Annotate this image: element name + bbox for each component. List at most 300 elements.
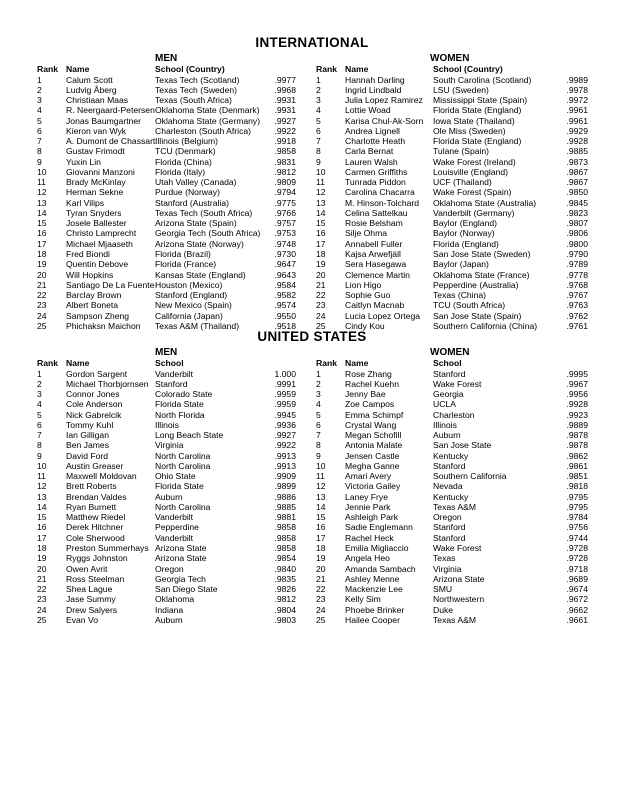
cell-school: Nevada — [433, 481, 463, 492]
cell-name: Silje Ohma — [345, 228, 388, 239]
cell-rank: 24 — [316, 310, 326, 321]
cell-percent: .9927 — [274, 430, 296, 441]
table-row — [0, 300, 624, 310]
cell-school: New Mexico (Spain) — [155, 300, 232, 311]
cell-rank: 19 — [37, 553, 47, 564]
cell-percent: .9995 — [566, 368, 588, 379]
united-states-women-label: WOMEN — [430, 347, 470, 358]
cell-rank: 13 — [37, 491, 47, 502]
table-row — [0, 311, 624, 321]
cell-rank: 3 — [37, 95, 42, 106]
cell-rank: 21 — [37, 573, 47, 584]
cell-percent: .9800 — [566, 238, 588, 249]
cell-school: Texas (South Africa) — [155, 95, 232, 106]
cell-rank: 24 — [37, 310, 47, 321]
cell-rank: 12 — [316, 481, 326, 492]
cell-school: Pepperdine (Australia) — [433, 279, 519, 290]
cell-school: Florida (France) — [155, 259, 217, 270]
cell-school: Texas A&M — [433, 614, 476, 625]
cell-rank: 13 — [316, 197, 326, 208]
cell-percent: .9768 — [566, 279, 588, 290]
cell-rank: 23 — [37, 300, 47, 311]
cell-name: Emilia Migliaccio — [345, 543, 409, 554]
cell-school: Texas A&M (Thailand) — [155, 320, 240, 331]
cell-percent: .9823 — [566, 207, 588, 218]
cell-school: TCU (South Africa) — [433, 300, 506, 311]
column-header-school: School (Country) — [433, 64, 503, 74]
cell-rank: 17 — [316, 238, 326, 249]
cell-rank: 10 — [37, 166, 47, 177]
cell-school: UCF (Thailand) — [433, 177, 492, 188]
cell-percent: .9831 — [274, 156, 296, 167]
cell-name: Ryggs Johnston — [66, 553, 128, 564]
international-men-label: MEN — [155, 53, 178, 64]
cell-school: Vanderbilt (Germany) — [433, 207, 515, 218]
column-header-name: Name — [66, 64, 90, 74]
cell-school: Wake Forest (Spain) — [433, 187, 512, 198]
cell-name: Megan Schofill — [345, 430, 402, 441]
cell-percent: .9728 — [566, 543, 588, 554]
cell-rank: 5 — [37, 115, 42, 126]
table-row — [0, 105, 624, 115]
cell-rank: 22 — [37, 290, 47, 301]
cell-rank: 11 — [37, 471, 46, 482]
cell-school: Georgia Tech — [155, 573, 206, 584]
cell-rank: 8 — [316, 146, 321, 157]
cell-rank: 2 — [316, 84, 321, 95]
cell-percent: .9806 — [566, 228, 588, 239]
table-row — [0, 615, 624, 625]
cell-rank: 17 — [37, 532, 47, 543]
cell-percent: .9809 — [274, 177, 296, 188]
cell-name: Sadie Englemann — [345, 522, 413, 533]
cell-school: Arizona State (Spain) — [155, 218, 237, 229]
cell-percent: .9927 — [274, 115, 296, 126]
cell-school: Stanford — [433, 460, 466, 471]
cell-name: Celina Sattelkau — [345, 207, 408, 218]
cell-school: Louisville (England) — [433, 166, 508, 177]
cell-rank: 20 — [316, 563, 326, 574]
column-header-name: Name — [345, 358, 369, 368]
cell-rank: 15 — [316, 218, 326, 229]
cell-rank: 9 — [37, 450, 42, 461]
cell-rank: 21 — [37, 279, 47, 290]
cell-rank: 24 — [316, 604, 326, 615]
cell-rank: 15 — [37, 218, 47, 229]
cell-school: Arizona State — [155, 543, 207, 554]
cell-rank: 16 — [316, 522, 326, 533]
cell-percent: .9582 — [274, 290, 296, 301]
table-row — [0, 187, 624, 197]
cell-school: Auburn — [155, 614, 183, 625]
cell-percent: .9873 — [566, 156, 588, 167]
cell-percent: .9945 — [274, 409, 296, 420]
cell-name: Rosie Belsham — [345, 218, 403, 229]
cell-rank: 3 — [37, 389, 42, 400]
cell-rank: 4 — [316, 399, 321, 410]
cell-school: Florida (England) — [433, 238, 499, 249]
table-row — [0, 522, 624, 532]
cell-school: Florida (Brazil) — [155, 249, 211, 260]
cell-percent: .9878 — [566, 440, 588, 451]
cell-school: Ohio State — [155, 471, 196, 482]
cell-name: Kelly Sim — [345, 594, 381, 605]
cell-school: Stanford — [433, 368, 466, 379]
cell-name: Tunrada Piddon — [345, 177, 406, 188]
cell-name: Amari Avery — [345, 471, 392, 482]
united-states-title: UNITED STATES — [257, 329, 367, 344]
cell-name: Andrea Lignell — [345, 125, 400, 136]
cell-rank: 12 — [316, 187, 326, 198]
cell-school: North Carolina — [155, 460, 211, 471]
table-row — [0, 399, 624, 409]
cell-name: Carmen Griffiths — [345, 166, 408, 177]
cell-school: Duke — [433, 604, 454, 615]
cell-school: Stanford — [155, 378, 188, 389]
cell-rank: 24 — [37, 604, 47, 615]
cell-name: Tommy Kuhl — [66, 419, 114, 430]
cell-name: Zoe Campos — [345, 399, 395, 410]
cell-rank: 22 — [316, 584, 326, 595]
cell-percent: .9778 — [566, 269, 588, 280]
cell-name: Ross Steelman — [66, 573, 125, 584]
cell-percent: .9744 — [566, 532, 588, 543]
cell-percent: .9913 — [274, 460, 296, 471]
cell-name: Angela Heo — [345, 553, 390, 564]
cell-rank: 20 — [316, 269, 326, 280]
cell-school: Northwestern — [433, 594, 485, 605]
cell-name: Amanda Sambach — [345, 563, 416, 574]
cell-name: Quentin Debove — [66, 259, 129, 270]
cell-rank: 25 — [37, 320, 47, 331]
cell-percent: .9862 — [566, 450, 588, 461]
cell-rank: 15 — [37, 512, 47, 523]
column-header-school: School — [155, 358, 184, 368]
cell-rank: 10 — [316, 460, 326, 471]
cell-percent: .9867 — [566, 177, 588, 188]
united-states-men-label: MEN — [155, 347, 178, 358]
cell-rank: 18 — [316, 543, 326, 554]
cell-percent: .9757 — [274, 218, 296, 229]
cell-school: Vanderbilt — [155, 512, 194, 523]
column-header-name: Name — [66, 358, 90, 368]
cell-name: Karl Vilips — [66, 197, 105, 208]
cell-name: Jensen Castle — [345, 450, 400, 461]
cell-name: Karisa Chul-Ak-Sorn — [345, 115, 424, 126]
column-header-rank: Rank — [316, 358, 338, 368]
cell-school: Southern California (China) — [433, 320, 538, 331]
column-header-school: School — [433, 358, 462, 368]
cell-name: Shea Lague — [66, 584, 113, 595]
cell-rank: 9 — [37, 156, 42, 167]
cell-school: Oregon — [155, 563, 184, 574]
cell-percent: .9931 — [274, 95, 296, 106]
cell-percent: .9899 — [274, 481, 296, 492]
cell-name: Antonia Malate — [345, 440, 403, 451]
cell-rank: 9 — [316, 450, 321, 461]
cell-school: Oklahoma — [155, 594, 195, 605]
cell-school: North Carolina — [155, 501, 211, 512]
cell-school: Ole Miss (Sweden) — [433, 125, 506, 136]
cell-percent: .9922 — [274, 125, 296, 136]
cell-name: Derek Hitchner — [66, 522, 124, 533]
cell-name: Lottie Woad — [345, 105, 391, 116]
cell-name: Sophie Guo — [345, 290, 391, 301]
cell-rank: 14 — [316, 207, 326, 218]
cell-school: Indiana — [155, 604, 184, 615]
cell-school: Texas Tech (South Africa) — [155, 207, 253, 218]
cell-percent: .9574 — [274, 300, 296, 311]
cell-rank: 21 — [316, 573, 326, 584]
cell-school: Illinois (Belgium) — [155, 136, 219, 147]
cell-name: Carla Bernat — [345, 146, 394, 157]
cell-percent: .9885 — [274, 501, 296, 512]
cell-name: Brady McKinlay — [66, 177, 126, 188]
cell-school: Utah Valley (Canada) — [155, 177, 237, 188]
cell-school: San Jose State (Spain) — [433, 310, 522, 321]
cell-percent: .9826 — [274, 584, 296, 595]
cell-percent: .9761 — [566, 320, 588, 331]
cell-name: Michael Thorbjornsen — [66, 378, 149, 389]
cell-name: Santiago De La Fuente — [66, 279, 155, 290]
cell-name: Jase Summy — [66, 594, 116, 605]
cell-percent: .9923 — [566, 409, 588, 420]
table-row — [0, 451, 624, 461]
cell-percent: .9885 — [566, 146, 588, 157]
cell-percent: .9936 — [274, 419, 296, 430]
cell-name: Caitlyn Macnab — [345, 300, 405, 311]
cell-rank: 16 — [37, 522, 47, 533]
cell-percent: .9858 — [274, 522, 296, 533]
cell-rank: 4 — [37, 105, 42, 116]
table-row — [0, 177, 624, 187]
cell-name: A. Dumont de Chassart — [66, 136, 156, 147]
cell-percent: .9748 — [274, 238, 296, 249]
cell-percent: .9807 — [566, 218, 588, 229]
table-row — [0, 270, 624, 280]
cell-school: Charleston (South Africa) — [155, 125, 252, 136]
table-row — [0, 136, 624, 146]
table-row — [0, 369, 624, 379]
cell-name: Kajsa Arwefjäll — [345, 249, 401, 260]
cell-school: Kentucky — [433, 491, 469, 502]
cell-rank: 10 — [316, 166, 326, 177]
column-header-rank: Rank — [316, 64, 338, 74]
cell-school: Baylor (England) — [433, 218, 498, 229]
table-row — [0, 471, 624, 481]
table-row — [0, 543, 624, 553]
cell-percent: .9929 — [566, 125, 588, 136]
cell-name: Lucia Lopez Ortega — [345, 310, 421, 321]
cell-name: Ingrid Lindbald — [345, 84, 402, 95]
cell-percent: .9804 — [274, 604, 296, 615]
cell-school: Auburn — [155, 491, 183, 502]
cell-rank: 22 — [316, 290, 326, 301]
cell-rank: 4 — [316, 105, 321, 116]
cell-rank: 22 — [37, 584, 47, 595]
table-row — [0, 208, 624, 218]
cell-school: Illinois — [433, 419, 457, 430]
cell-percent: .9991 — [274, 378, 296, 389]
cell-rank: 10 — [37, 460, 47, 471]
cell-percent: .9643 — [274, 269, 296, 280]
table-row — [0, 461, 624, 471]
cell-percent: .9840 — [274, 563, 296, 574]
cell-school: Purdue (Norway) — [155, 187, 220, 198]
cell-name: Sampson Zheng — [66, 310, 130, 321]
cell-name: Rose Zhang — [345, 368, 392, 379]
cell-name: Christiaan Maas — [66, 95, 129, 106]
cell-name: Julia Lopez Ramirez — [345, 95, 423, 106]
cell-name: David Ford — [66, 450, 109, 461]
cell-school: Arizona State — [433, 573, 485, 584]
cell-rank: 23 — [316, 594, 326, 605]
cell-rank: 19 — [316, 553, 326, 564]
cell-school: Southern California — [433, 471, 507, 482]
cell-percent: .9730 — [274, 249, 296, 260]
table-row — [0, 492, 624, 502]
cell-school: Wake Forest (Ireland) — [433, 156, 516, 167]
cell-school: TCU (Denmark) — [155, 146, 216, 157]
cell-school: Kansas State (England) — [155, 269, 246, 280]
united-states-women-rows — [0, 369, 624, 626]
cell-school: Arizona State (Norway) — [155, 238, 244, 249]
cell-percent: .9968 — [274, 84, 296, 95]
cell-name: Ben James — [66, 440, 109, 451]
table-row — [0, 594, 624, 604]
cell-rank: 8 — [37, 440, 42, 451]
cell-school: Houston (Mexico) — [155, 279, 223, 290]
cell-name: Emma Schimpf — [345, 409, 404, 420]
cell-percent: .9756 — [566, 522, 588, 533]
cell-school: Long Beach State — [155, 430, 224, 441]
cell-percent: .9928 — [566, 399, 588, 410]
cell-school: North Carolina — [155, 450, 211, 461]
cell-rank: 18 — [316, 249, 326, 260]
cell-percent: 1.000 — [274, 368, 296, 379]
cell-school: Tulane (Spain) — [433, 146, 490, 157]
cell-percent: .9956 — [566, 389, 588, 400]
cell-name: Gustav Frimodt — [66, 146, 125, 157]
cell-percent: .9913 — [274, 450, 296, 461]
table-row — [0, 146, 624, 156]
column-header-name: Name — [345, 64, 369, 74]
cell-rank: 7 — [37, 430, 42, 441]
cell-name: Kieron van Wyk — [66, 125, 127, 136]
cell-percent: .9961 — [566, 115, 588, 126]
cell-rank: 11 — [37, 177, 46, 188]
cell-percent: .9918 — [274, 136, 296, 147]
cell-rank: 12 — [37, 187, 47, 198]
cell-name: Maxwell Moldovan — [66, 471, 137, 482]
cell-rank: 4 — [37, 399, 42, 410]
cell-rank: 8 — [316, 440, 321, 451]
cell-name: Ludvig Åberg — [66, 84, 117, 95]
cell-rank: 16 — [316, 228, 326, 239]
cell-school: Colorado State — [155, 389, 213, 400]
cell-school: Texas A&M — [433, 501, 476, 512]
cell-percent: .9584 — [274, 279, 296, 290]
cell-name: Carolina Chacarra — [345, 187, 415, 198]
cell-percent: .9835 — [274, 573, 296, 584]
table-row — [0, 95, 624, 105]
cell-percent: .9789 — [566, 259, 588, 270]
cell-name: Lauren Walsh — [345, 156, 398, 167]
cell-percent: .9878 — [566, 430, 588, 441]
cell-school: Oklahoma State (Germany) — [155, 115, 261, 126]
international-women-label: WOMEN — [430, 53, 470, 64]
cell-name: Crystal Wang — [345, 419, 397, 430]
cell-name: Owen Avrit — [66, 563, 108, 574]
cell-name: Drew Salyers — [66, 604, 118, 615]
cell-school: Kentucky — [433, 450, 469, 461]
cell-percent: .9718 — [566, 563, 588, 574]
table-row — [0, 553, 624, 563]
cell-name: Brendan Valdes — [66, 491, 127, 502]
cell-percent: .9850 — [566, 187, 588, 198]
cell-name: Sera Hasegawa — [345, 259, 407, 270]
cell-school: Florida State (England) — [433, 136, 522, 147]
cell-name: Megha Ganne — [345, 460, 400, 471]
cell-rank: 11 — [316, 177, 325, 188]
cell-name: Brett Roberts — [66, 481, 117, 492]
cell-rank: 18 — [37, 249, 47, 260]
cell-percent: .9961 — [566, 105, 588, 116]
table-row — [0, 126, 624, 136]
cell-rank: 3 — [316, 389, 321, 400]
cell-percent: .9889 — [566, 419, 588, 430]
table-row — [0, 584, 624, 594]
cell-percent: .9818 — [566, 481, 588, 492]
cell-percent: .9795 — [566, 491, 588, 502]
cell-name: Christo Lamprecht — [66, 228, 137, 239]
cell-percent: .9858 — [274, 543, 296, 554]
cell-percent: .9851 — [566, 471, 588, 482]
table-row — [0, 379, 624, 389]
cell-name: Ashley Menne — [345, 573, 400, 584]
table-row — [0, 290, 624, 300]
cell-name: Tyran Snyders — [66, 207, 122, 218]
table-row — [0, 239, 624, 249]
cell-school: Arizona State — [155, 553, 207, 564]
cell-rank: 14 — [316, 501, 326, 512]
cell-school: Texas — [433, 553, 456, 564]
cell-school: Baylor (Japan) — [433, 259, 489, 270]
cell-rank: 7 — [316, 430, 321, 441]
cell-percent: .9812 — [274, 166, 296, 177]
cell-name: Cole Sherwood — [66, 532, 125, 543]
cell-rank: 3 — [316, 95, 321, 106]
cell-percent: .9803 — [274, 614, 296, 625]
cell-percent: .9784 — [566, 512, 588, 523]
table-row — [0, 430, 624, 440]
cell-rank: 14 — [37, 501, 47, 512]
cell-name: Lion Higo — [345, 279, 382, 290]
cell-percent: .9689 — [566, 573, 588, 584]
cell-percent: .9959 — [274, 389, 296, 400]
cell-percent: .9922 — [274, 440, 296, 451]
cell-percent: .9867 — [566, 166, 588, 177]
table-row — [0, 481, 624, 491]
cell-name: Preston Summerhays — [66, 543, 149, 554]
column-header-school: School (Country) — [155, 64, 225, 74]
cell-school: Texas Tech (Scotland) — [155, 74, 240, 85]
cell-school: Texas (China) — [433, 290, 487, 301]
cell-name: Annabell Fuller — [345, 238, 403, 249]
table-row — [0, 410, 624, 420]
cell-rank: 2 — [316, 378, 321, 389]
cell-percent: .9550 — [274, 310, 296, 321]
